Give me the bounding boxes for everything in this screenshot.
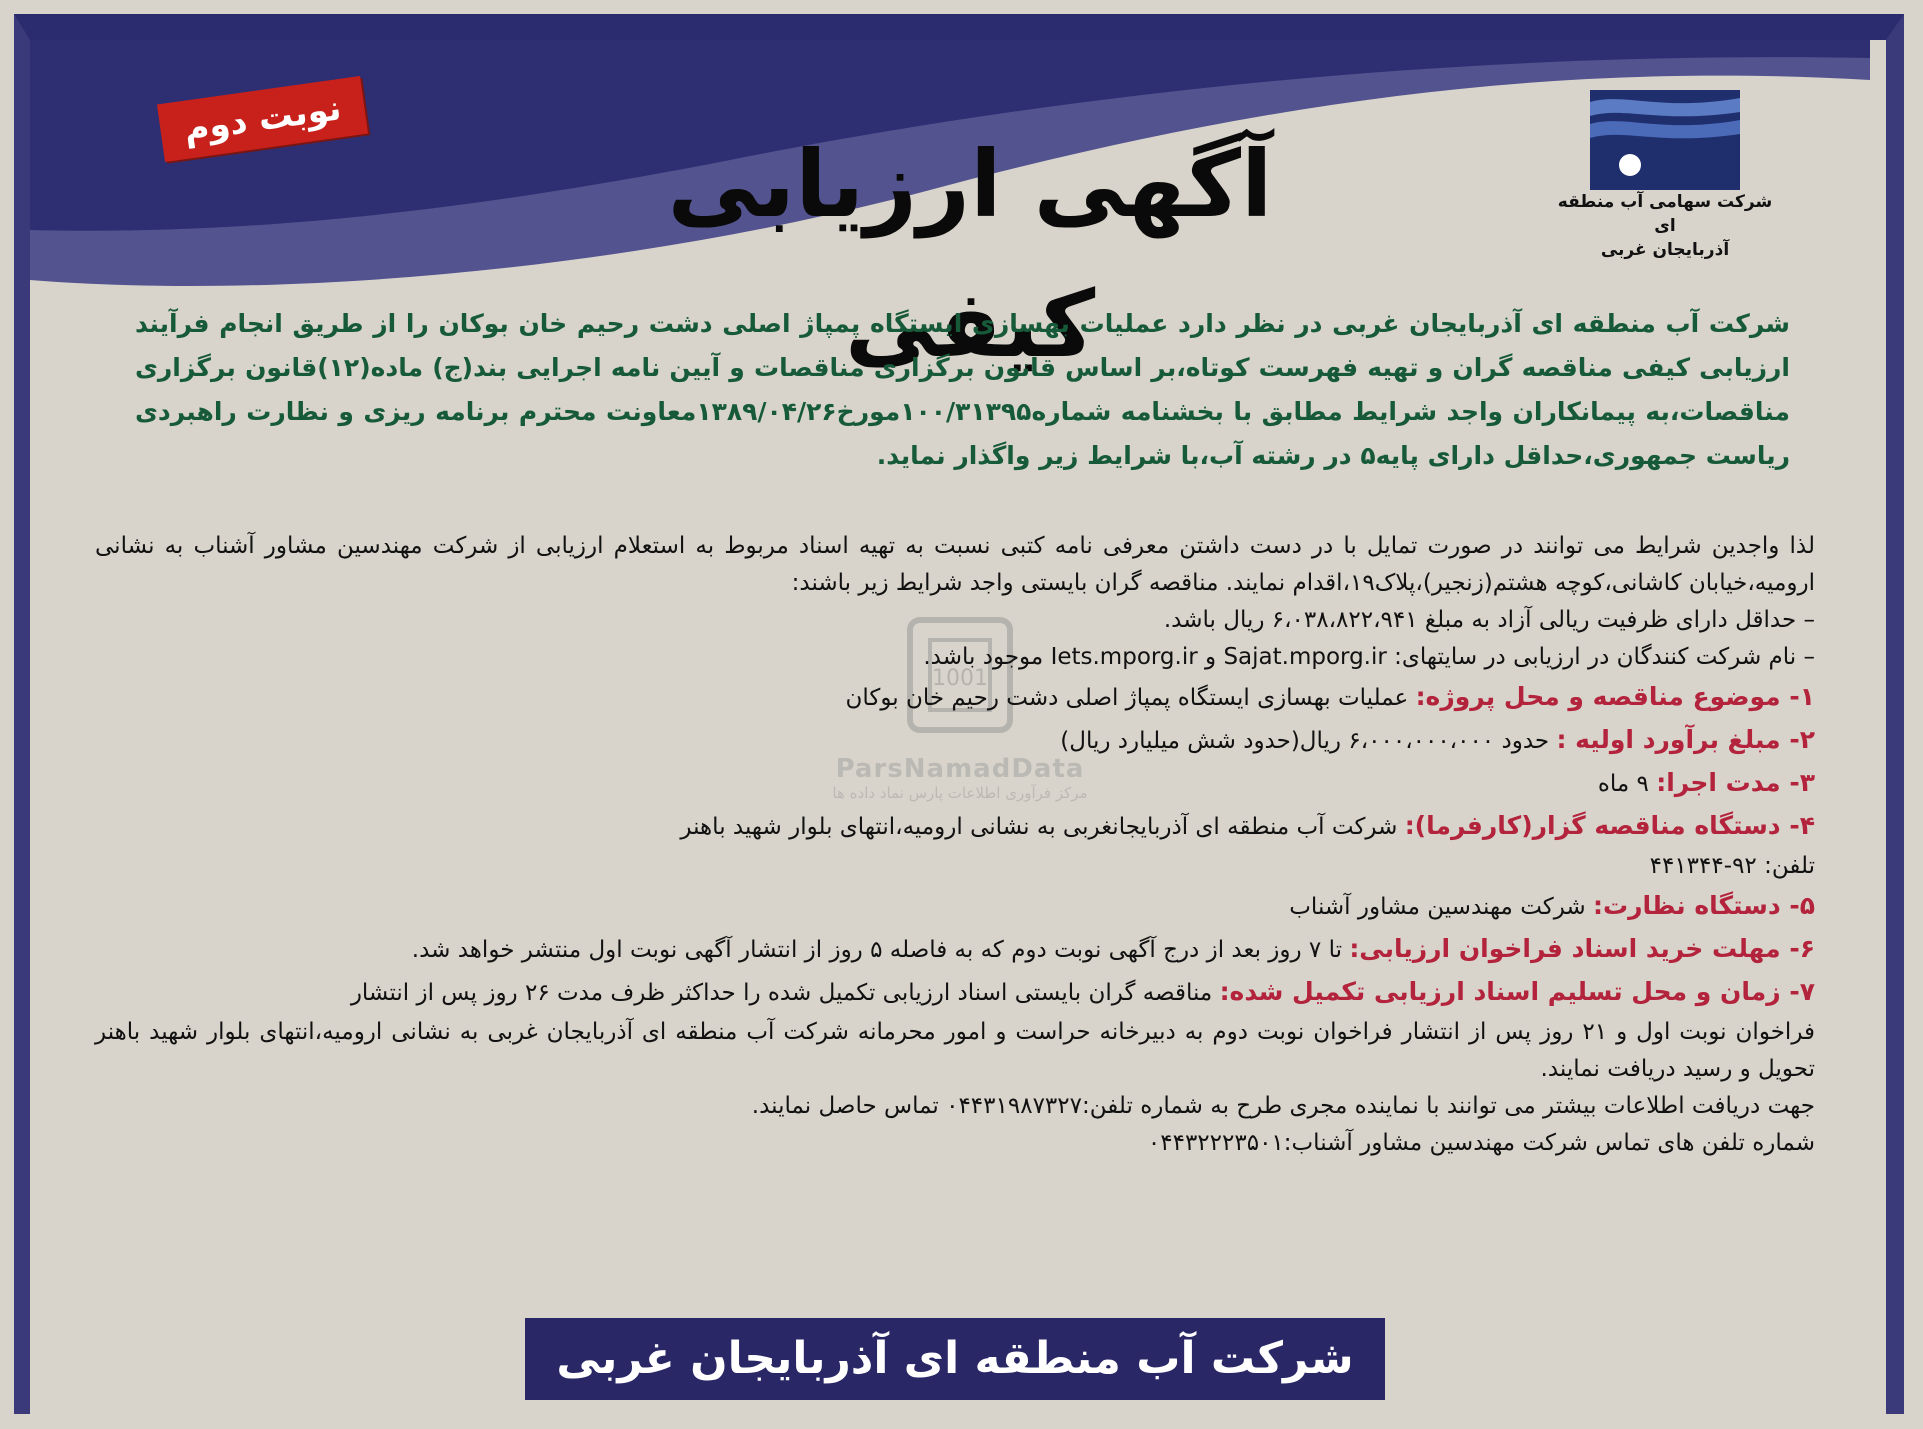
announcement-body xyxy=(95,528,1815,1162)
item-duration xyxy=(95,762,1815,805)
submission-paragraph: فراخوان نوبت اول و ۲۱ روز پس از انتشار فراخوان نوبت دوم به دبیرخانه حراست و امور محرمانه شرکت آب منطقه ای آذربایجان غربی به نشانی ارومیه،انتهای بلوار شهید باهنر تحویل و رسید دریافت نمایند. xyxy=(95,1019,1815,1082)
water-logo-icon xyxy=(1590,90,1740,190)
item-subject-label: ۱- موضوع مناقصه و محل پروژه: xyxy=(1415,682,1815,711)
item-submission-label: ۷- زمان و محل تسلیم اسناد ارزیابی تکمیل شده: xyxy=(1219,977,1815,1006)
contact-line-1: جهت دریافت اطلاعات بیشتر می توانند با نماینده مجری طرح به شماره تلفن:۰۴۴۳۱۹۸۷۳۲۷ تماس حاصل نمایند. xyxy=(751,1093,1815,1119)
condition-websites: – نام شرکت کنندگان در ارزیابی در سایتهای: Sajat.mporg.ir و Iets.mporg.ir موجود باشد. xyxy=(923,644,1815,670)
item-deadline-value: تا ۷ روز بعد از درج آگهی نوبت دوم که به فاصله ۵ روز از انتشار آگهی نوبت اول منتشر خواهد شد. xyxy=(411,937,1350,963)
item-employer-label: ۴- دستگاه مناقصه گزار(کارفرما): xyxy=(1404,811,1815,840)
item-subject xyxy=(95,676,1815,719)
item-submission xyxy=(95,971,1815,1014)
round-badge: نوبت دوم xyxy=(157,76,368,162)
item-supervisor xyxy=(95,885,1815,928)
intro-paragraph: شرکت آب منطقه ای آذربایجان غربی در نظر دارد عملیات بهسازی ایستگاه پمپاژ اصلی دشت رحیم خان بوکان را از طریق انجام فرآیند ارزیابی کیفی مناقصه گران و تهیه فهرست کوتاه،بر اساس قانون برگزاری مناقصات و آیین نامه اجرایی بند(ج) ماده(۱۲)قانون برگزاری مناقصات،به پیمانکاران واجد شرایط مطابق با بخشنامه شماره۱۰۰/۳۱۳۹۵مورخ۱۳۸۹/۰۴/۲۶معاونت محترم برنامه ریزی و نظارت راهبردی ریاست جمهوری،حداقل دارای پایه۵ در رشته آب،با شرایط زیر واگذار نماید. xyxy=(135,309,1790,470)
logo-caption-line1: شرکت سهامی آب منطقه ای xyxy=(1557,192,1773,236)
item-employer xyxy=(95,805,1815,848)
employer-phone: تلفن: ۹۲-۴۴۱۳۴۴ xyxy=(1649,853,1815,879)
watermark-tagline: مرکز فرآوری اطلاعات پارس نماد داده ها xyxy=(832,784,1088,802)
watermark-brand: ParsNamadData xyxy=(835,754,1085,784)
company-logo xyxy=(1545,90,1785,290)
item-estimate-label: ۲- مبلغ برآورد اولیه : xyxy=(1556,725,1815,754)
page-title: آگهی ارزیابی کیفی xyxy=(667,131,1273,378)
item-employer-value: شرکت آب منطقه ای آذربایجانغربی به نشانی ارومیه،انتهای بلوار شهید باهنر xyxy=(680,814,1405,840)
footer-company-name: شرکت آب منطقه ای آذربایجان غربی xyxy=(525,1318,1385,1400)
item-estimate xyxy=(95,719,1815,762)
item-submission-value: مناقصه گران بایستی اسناد ارزیابی تکمیل شده را حداکثر ظرف مدت ۲۶ روز پس از انتشار xyxy=(350,980,1220,1006)
svg-text:1001: 1001 xyxy=(932,666,988,691)
item-duration-value: ۹ ماه xyxy=(1597,771,1657,797)
item-supervisor-label: ۵- دستگاه نظارت: xyxy=(1593,891,1815,920)
condition-capacity: – حداقل دارای ظرفیت ریالی آزاد به مبلغ ۶،۰۳۸،۸۲۲،۹۴۱ ریال باشد. xyxy=(1163,607,1815,633)
contact-line-2: شماره تلفن های تماس شرکت مهندسین مشاور آشناب:۰۴۴۳۲۲۲۳۵۰۱ xyxy=(1147,1130,1815,1156)
item-subject-value: عملیات بهسازی ایستگاه پمپاژ اصلی دشت رحیم خان بوکان xyxy=(845,685,1416,711)
logo-caption-line2: آذربایجان غربی xyxy=(1600,240,1730,260)
item-duration-label: ۳- مدت اجرا: xyxy=(1656,768,1815,797)
item-deadline xyxy=(95,928,1815,971)
item-deadline-label: ۶- مهلت خرید اسناد فراخوان ارزیابی: xyxy=(1349,934,1815,963)
eligibility-paragraph: لذا واجدین شرایط می توانند در صورت تمایل با در دست داشتن معرفی نامه کتبی نسبت به تهیه اسناد مربوط به استعلام ارزیابی از شرکت مهندسین مشاور آشناب به نشانی ارومیه،خیابان کاشانی،کوچه هشتم(زنجیر)،پلاک۱۹،اقدام نمایند. مناقصه گران بایستی واجد شرایط زیر باشند: xyxy=(95,533,1815,596)
item-estimate-value: حدود ۶،۰۰۰،۰۰۰،۰۰۰ ریال(حدود شش میلیارد ریال) xyxy=(1060,728,1557,754)
item-supervisor-value: شرکت مهندسین مشاور آشناب xyxy=(1289,894,1593,920)
